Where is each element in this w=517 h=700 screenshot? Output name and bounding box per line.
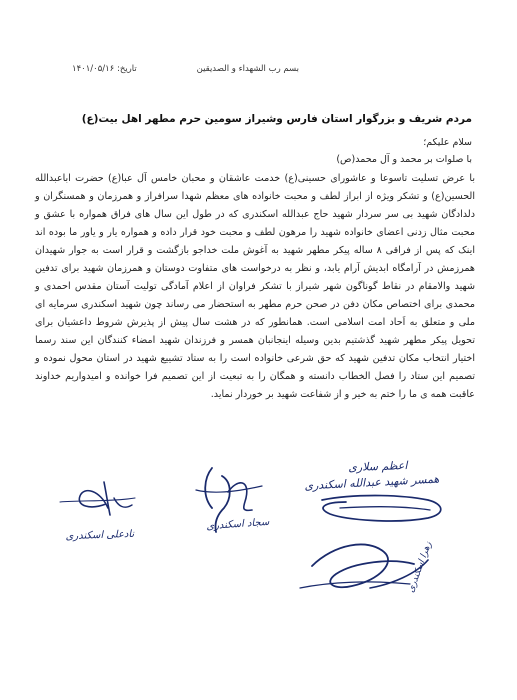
- date-header: تاریخ: ۱۴۰۱/۰۵/۱۶: [72, 64, 137, 74]
- greeting: سلام علیکم؛: [423, 137, 472, 148]
- salavat-line: با صلوات بر محمد و آل محمد(ص): [336, 154, 472, 165]
- signature-right-caption: همسر شهید عبدالله اسکندری: [304, 472, 440, 493]
- letter-body: [35, 170, 475, 404]
- signature-bottom-name: زهرا اسکندری: [406, 540, 434, 595]
- signature-left: [60, 482, 136, 542]
- signature-right-name: اعظم سلاری: [348, 458, 408, 475]
- signature-right: [304, 459, 441, 521]
- signature-left-name: نادعلی اسکندری: [65, 528, 135, 543]
- signature-bottom: [300, 540, 434, 594]
- letter-title: مردم شریف و بزرگوار استان فارس وشیراز سومین حرم مطهر اهل بیت(ع): [81, 113, 472, 125]
- basmala-header: بسم رب الشهداء و الصدیقین: [196, 64, 299, 74]
- signature-middle-name: سجاد اسکندری: [205, 516, 270, 533]
- letter-body-paragraph: با عرض تسلیت تاسوعا و عاشورای حسینی(ع) خدمت عاشقان و محبان خامس آل عبا(ع) حضرت اباعبدالله الحسین(ع) و تشکر ویژه از ابراز لطف و محبت خانواده های معظم شهدا سرافراز و همرزمان و همسنگران و دلدادگان شهید بی سر سردار شهید حاج عبدالله اسکندری که در طول این سال های فراق همواره با عشق و محبت مثال زدنی اعضای خانواده شهید را مرهون لطف و محبت خود قرار داده و همواره یار و یاور ما بوده اند اینک که پس از فراقی ۸ ساله پیکر مطهر شهید به آغوش ملت خداجو بازگشت و قرار است به جوار شهیدان همرزمش در آرامگاه ابدیش آرام یابد، و نظر به درخواست های متفاوت دوستان و همرزمان شهید برای تدفین شهید والامقام در نقاط گوناگون شهر شیراز با تشکر فراوان از اعلام آمادگی تولیت آستان مقدس احمدی و محمدی برای اختصاص مکان دفن در صحن حرم مطهر به استحضار می رساند چون شهید اسکندری سرمایه ای ملی و متعلق به اَحاد امت اسلامی است. همانطور که در هشت سال پیش از پذیرش شروط داعشیان برای تحویل پیکر مطهر شهید گذشتیم بدین وسیله اینجانبان همسر و فرزندان شهید امضاء کنندگان این سند رسما اختیار انتخاب مکان تدفین شهید که حق شرعی خانواده است را به ستاد تشییع شهید در استان محول نموده و تصمیم این ستاد را فصل الخطاب دانسته و همگان را به تبعیت از این تصمیم فرا خوانده و امیدواریم خداوند عاقبت همه ی ما را ختم به خیر و از شفاعت شهید بر خوردار نماید.: [35, 173, 475, 400]
- signature-middle: [196, 468, 270, 532]
